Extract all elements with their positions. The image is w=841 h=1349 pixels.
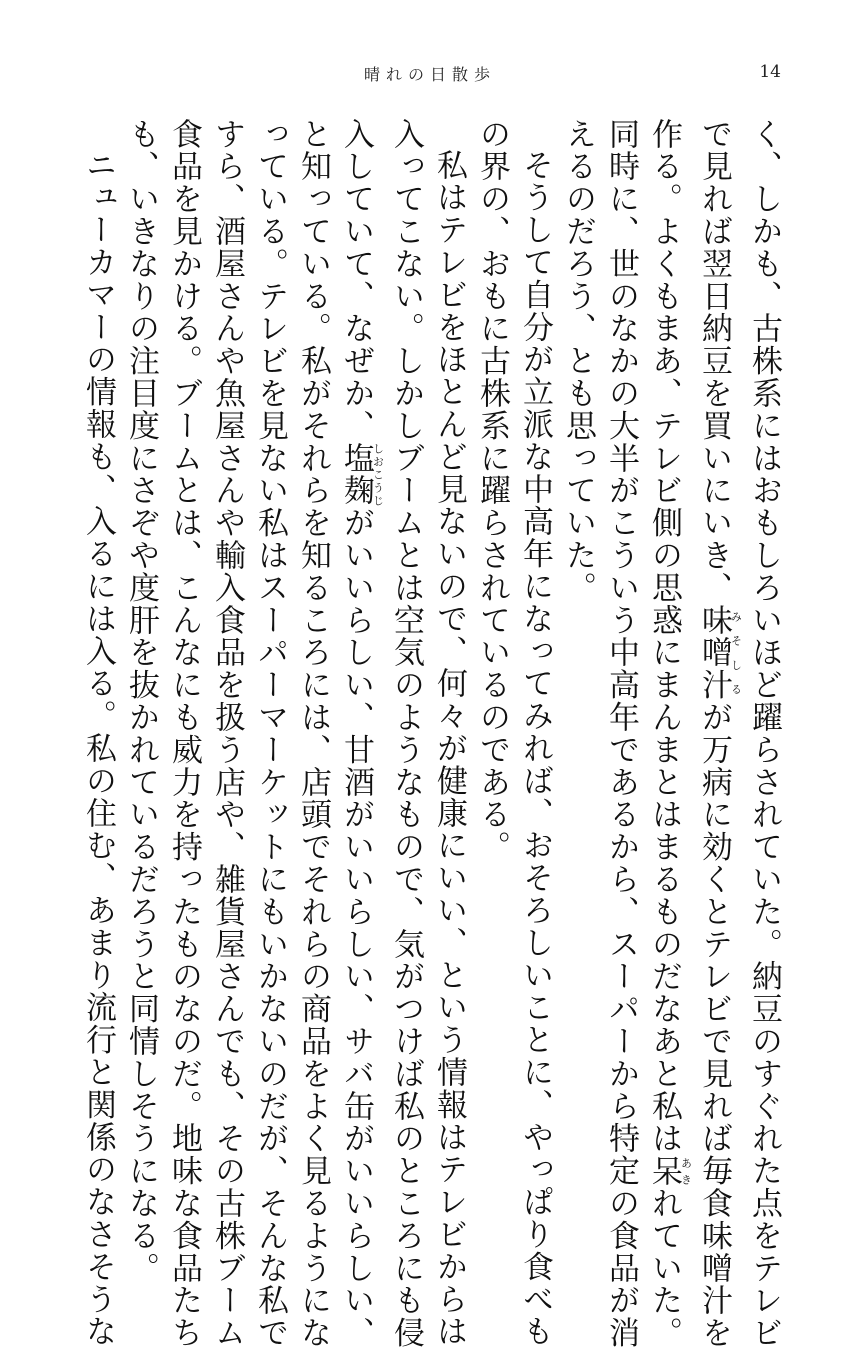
ruby-reading: しおこうじ <box>371 442 385 507</box>
ruby-reading: あき <box>679 1154 693 1188</box>
text-line: の界の、おもに古株系に躍らされているのである。 <box>474 118 510 864</box>
paragraph-start-line: ニューカマーの情報も、入るには入る。私の住む、あまり流行と関係のなさそうな <box>80 149 116 1348</box>
text-line: く、しかも、古株系にはおもしろいほど躍らされていた。納豆のすぐれた点をテレビ <box>746 118 782 1349</box>
text-line: 食品を見かける。ブームとは、こんなにも威力を持ったものなのだ。地味な食品たち <box>166 118 202 1349</box>
text-line <box>642 118 693 1349</box>
text-segment: 作る。よくもまあ、テレビ側の思惑にまんまとはまるものだなあと私は <box>646 118 682 1155</box>
body-text <box>40 118 785 1349</box>
paragraph-start-line: 私はテレビをほとんど見ないので、何々が健康にいい、という情報はテレビからは <box>431 149 467 1348</box>
text-segment: 入していて、なぜか、 <box>338 118 374 442</box>
text-line: 同時に、世のなかの大半がこういう中高年であるから、スーパーから特定の食品が消 <box>603 118 639 1349</box>
text-line <box>692 118 743 1349</box>
ruby-shiokouji <box>338 442 385 507</box>
text-line: 入ってこない。しかしブームとは空気のようなもので、気がつけば私のところにも侵 <box>388 118 424 1349</box>
ruby-misoshiru <box>696 604 743 702</box>
text-line <box>334 118 385 1349</box>
ruby-aki <box>646 1154 693 1188</box>
ruby-reading: みそしる <box>729 604 743 702</box>
text-segment: が万病に効くとテレビで見れば毎食味噌汁を <box>696 701 732 1349</box>
text-segment: で見れば翌日納豆を買いにいき、 <box>696 118 732 604</box>
text-line: っている。テレビを見ない私はスーパーマーケットにもいかないのだが、そんな私で <box>252 118 288 1349</box>
text-segment: がいいらしい、甘酒がいいらしい、サバ缶がいいらしい、 <box>338 506 374 1349</box>
ruby-base: 塩麹 <box>338 442 374 507</box>
text-segment: れていた。 <box>646 1187 682 1349</box>
ruby-base: 味噌汁 <box>696 604 732 702</box>
text-line: すら、酒屋さんや魚屋さんや輸入食品を扱う店や、雑貨屋さんでも、その古株ブーム <box>209 118 245 1349</box>
text-line: えるのだろう、とも思っていた。 <box>560 118 596 604</box>
paragraph-start-line: そうして自分が立派な中高年になってみれば、おそろしいことに、やっぱり食べも <box>517 149 553 1348</box>
running-title: 晴れの日散歩 <box>363 65 496 84</box>
ruby-base: 呆 <box>646 1154 682 1188</box>
page-number: 14 <box>759 62 781 82</box>
text-line: も、いきなりの注目度にさぞや度肝を抜かれているだろうと同情しそうになる。 <box>123 118 159 1285</box>
text-line: と知っている。私がそれらを知るころには、店頭でそれらの商品をよく見るようにな <box>295 118 331 1349</box>
page-header <box>0 62 841 86</box>
